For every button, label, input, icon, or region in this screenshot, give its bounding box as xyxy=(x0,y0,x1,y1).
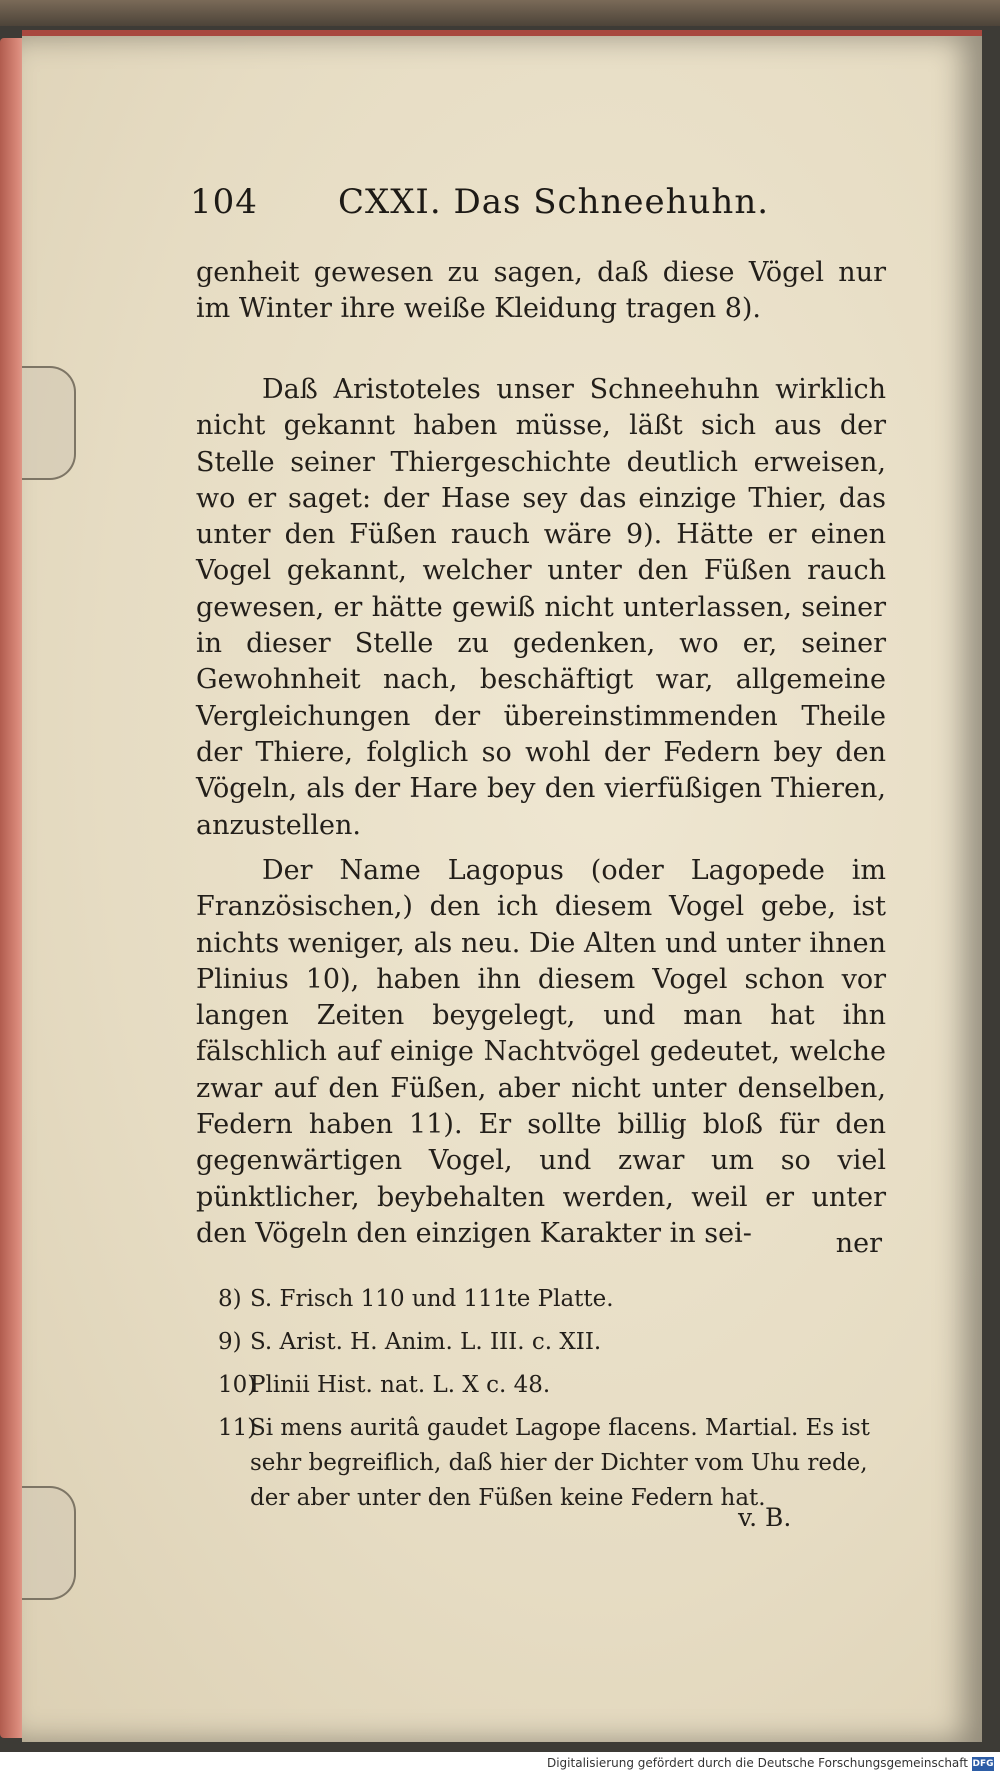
paragraph: Der Name Lagopus (oder Lagopede im Französischen,) den ich diesem Vogel gebe, ist nichts weniger, als neu. Die Alten und unter ihnen Plinius 10), haben ihn diesem Vogel schon vor langen Zeiten beygelegt, und man hat ihn fälschlich auf einige Nachtvögel gedeutet, welche zwar auf den Füßen, aber nicht unter denselben, Federn haben 11). Er sollte billig bloß für den gegenwärtigen Vogel, und zwar um so viel pünktlicher, beybehalten werden, weil er unter den Vögeln den einzigen Karakter in sei- xyxy=(196,855,886,1249)
footnote-continuation: sehr begreiflich, daß hier der Dichter vom Uhu rede, der aber unter den Füßen keine Federn hat. xyxy=(250,1450,868,1511)
paragraph: Daß Aristoteles unser Schneehuhn wirklich nicht gekannt haben müsse, läßt sich aus der Stelle seiner Thiergeschichte deutlich erweisen, wo er saget: der Hase sey das einzige Thier, das unter den Füßen rauch wäre 9). Hätte er einen Vogel gekannt, welcher unter den Füßen rauch gewesen, er hätte gewiß nicht unterlassen, seiner in dieser Stelle zu gedenken, wo er, seiner Gewohnheit nach, beschäftigt war, allgemeine Vergleichungen der übereinstimmenden Theile der Thiere, folglich so wohl der Federn bey den Vögeln, als der Hare bey den vierfüßigen Thieren, anzustellen. xyxy=(196,374,886,841)
page-number: 104 xyxy=(190,182,258,222)
footnote-text: S. Arist. H. Anim. L. III. c. XII. xyxy=(250,1329,602,1355)
signoff: v. B. xyxy=(738,1503,792,1532)
catchword: ner xyxy=(835,1228,882,1259)
footnote-text: Si mens auritâ gaudet Lagope flacens. Martial. Es ist xyxy=(250,1415,870,1441)
footnote-number: 11) xyxy=(218,1415,257,1441)
page-tab xyxy=(22,366,76,480)
footnote-text: S. Frisch 110 und 111te Platte. xyxy=(250,1286,614,1312)
footnote-number: 9) xyxy=(218,1329,242,1355)
dfg-logo-icon: DFG xyxy=(972,1759,994,1769)
footer-credit: Digitalisierung gefördert durch die Deutsche Forschungsgemeinschaft xyxy=(546,1756,968,1770)
footnotes xyxy=(218,1282,878,1524)
footnote-number: 10) xyxy=(218,1372,257,1398)
footnote xyxy=(218,1368,878,1403)
chapter-title: CXXI. Das Schneehuhn. xyxy=(338,182,770,222)
footnote xyxy=(218,1282,878,1317)
page-tab xyxy=(22,1486,76,1600)
running-header xyxy=(190,182,810,232)
footnote xyxy=(218,1325,878,1360)
footer-bar xyxy=(0,1752,1000,1778)
footnote-text: Plinii Hist. nat. L. X c. 48. xyxy=(250,1372,551,1398)
footnote-number: 8) xyxy=(218,1286,242,1312)
footnote xyxy=(218,1411,878,1516)
book-top-edge xyxy=(0,0,1000,26)
paragraph: genheit gewesen zu sagen, daß diese Vögel nur im Winter ihre weiße Kleidung tragen 8). xyxy=(196,257,886,325)
